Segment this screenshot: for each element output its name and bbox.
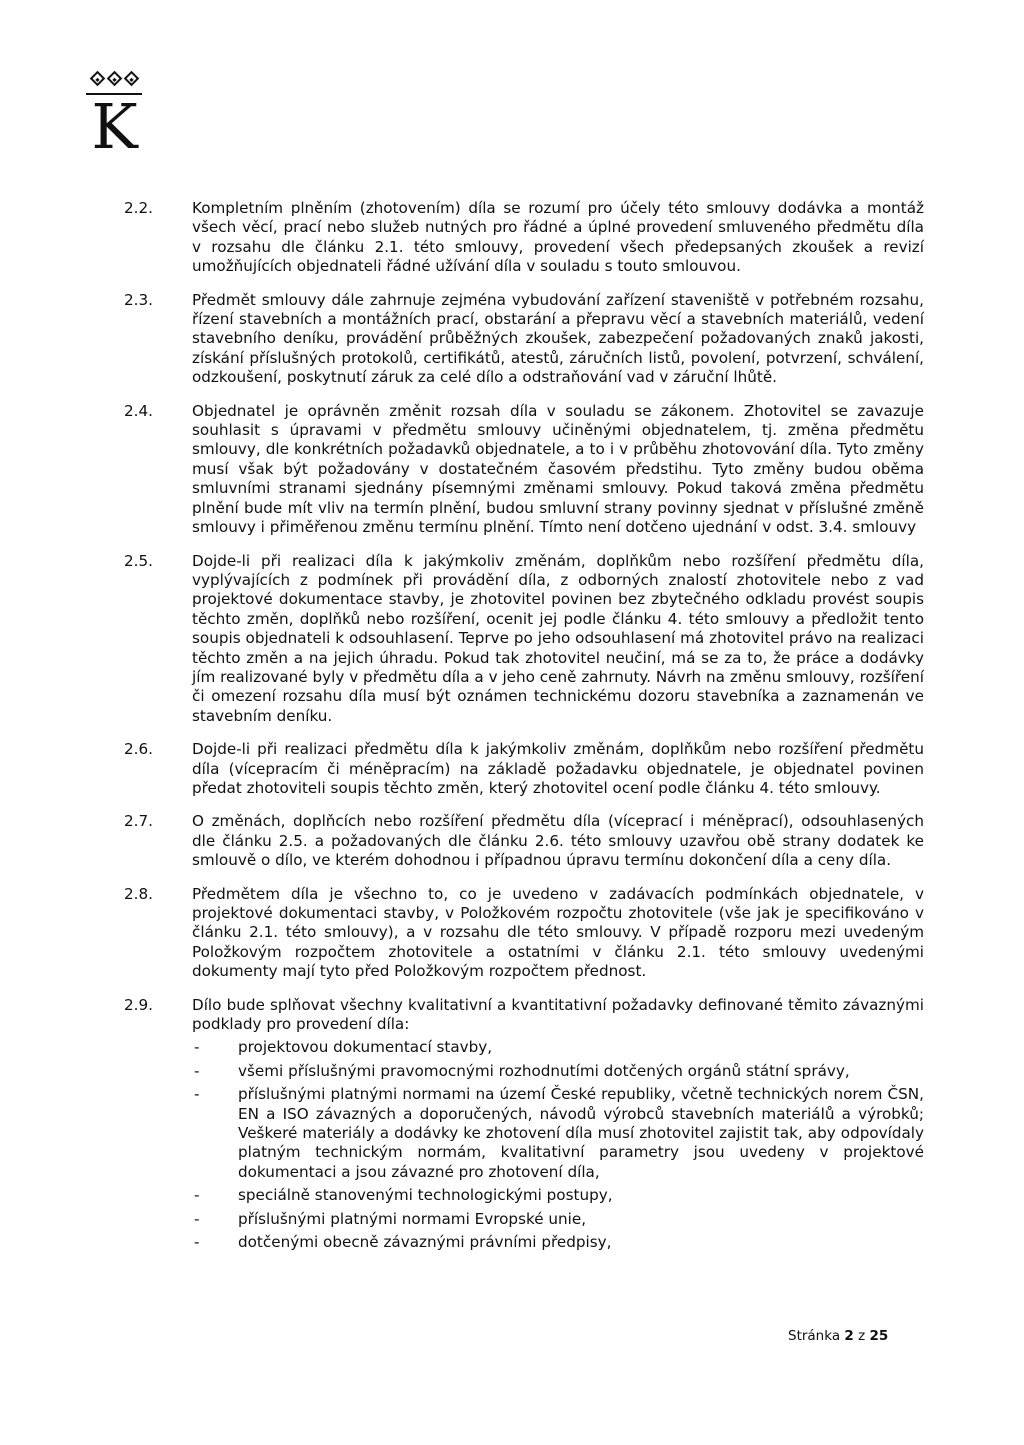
section-2-3	[124, 291, 924, 388]
list-item-text: příslušnými platnými normami na území České republiky, včetně technických norem ČSN, EN a ISO závazných a doporučených, návodů výrobců stavebních materiálů a výrobků; Veškeré materiály a dodávky ke zhotovení díla musí zhotovitel zajistit tak, aby odpovídaly platným technickým normám, kvalitativní parametry jsou uvedeny v projektové dokumentaci a jsou závazné pro zhotovení díla,	[238, 1085, 924, 1181]
diamond-icon	[89, 71, 105, 87]
page-separator: z	[858, 1328, 866, 1344]
section-text: Dojde-li při realizaci předmětu díla k jakýmkoliv změnám, doplňkům nebo rozšíření předmětu díla (vícepracím či méněpracím) na základě požadavku objednatele, je objednatel povinen předat zhotoviteli soupis těchto změn, který zhotovitel ocení podle článku 4. této smlouvy.	[192, 740, 924, 797]
section-text-container	[192, 996, 924, 1257]
section-2-4	[124, 402, 924, 538]
page-number: 2	[844, 1328, 854, 1344]
section-text: Předmět smlouvy dále zahrnuje zejména vybudování zařízení staveniště v potřebném rozsahu, řízení stavebních a montážních prací, obstarání a přepravu věcí a stavebních materiálů, vedení stavebního deníku, provádění průběžných zkoušek, zabezpečení požadovaných znaků jakosti, získání příslušných protokolů, certifikátů, atestů, záručních listů, povolení, potvrzení, schválení, odzkoušení, poskytnutí záruk za celé dílo a odstraňování vad v záruční lhůtě.	[192, 290, 924, 387]
list-item	[192, 1233, 924, 1252]
list-item	[192, 1210, 924, 1229]
page-total: 25	[869, 1328, 889, 1344]
list-dash: -	[194, 1186, 200, 1205]
section-number: 2.2.	[124, 199, 153, 217]
list-item-text: příslušnými platnými normami Evropské unie,	[238, 1209, 587, 1228]
list-item	[192, 1062, 924, 1081]
section-number: 2.5.	[124, 551, 153, 570]
section-2-8	[124, 885, 924, 982]
page-footer	[788, 1328, 888, 1344]
section-number: 2.6.	[124, 740, 153, 759]
section-number: 2.4.	[124, 401, 153, 420]
company-logo	[86, 70, 142, 180]
document-body	[124, 199, 924, 1271]
logo-diamonds	[86, 70, 142, 87]
section-text: Objednatel je oprávněn změnit rozsah díla v souladu se zákonem. Zhotovitel se zavazuje souhlasit s úpravami v předmětu smlouvy učiněnými objednatelem, tj. změna předmětu smlouvy, dle konkrétních požadavků objednatele, a to i v průběhu zhotovování díla. Tyto změny musí však být požadovány v dostatečném časovém předstihu. Tyto změny budou oběma smluvními stranami sjednány písemnými změnami smlouvy. Pokud taková změna předmětu plnění bude mít vliv na termín plnění, budou smluvní strany povinny sjednat v příslušné změně smlouvy i přiměřenou změnu termínu plnění. Tímto není dotčeno ujednání v odst. 3.4. smlouvy	[192, 401, 924, 537]
page-label: Stránka	[788, 1328, 841, 1344]
list-item-text: dotčenými obecně závaznými právními předpisy,	[238, 1233, 612, 1252]
section-2-9	[124, 996, 924, 1257]
list-dash: -	[194, 1209, 200, 1228]
section-text: Dílo bude splňovat všechny kvalitativní a kvantitativní požadavky definované těmito závaznými podklady pro provedení díla:	[192, 995, 924, 1034]
diamond-icon	[123, 71, 139, 87]
section-text: Kompletním plněním (zhotovením) díla se rozumí pro účely této smlouvy dodávka a montáž všech věcí, prací nebo služeb nutných pro řádné a úplné provedení smluveného předmětu díla v rozsahu dle článku 2.1. této smlouvy, provedení všech předepsaných zkoušek a revizí umožňujících objednateli řádné užívání díla v souladu s touto smlouvou.	[192, 199, 924, 276]
requirements-list	[192, 1038, 924, 1252]
section-number: 2.7.	[124, 812, 153, 831]
diamond-icon	[106, 71, 122, 87]
section-number: 2.3.	[124, 290, 153, 309]
logo-letter: K	[91, 90, 137, 163]
section-2-5	[124, 552, 924, 727]
section-number: 2.8.	[124, 884, 153, 903]
section-text: O změnách, doplňcích nebo rozšíření předmětu díla (víceprací i méněprací), odsouhlasených dle článku 2.5. a požadovaných dle článku 2.6. této smlouvy uzavřou obě strany dodatek ke smlouvě o dílo, ve kterém dohodnou i případnou úpravu termínu dokončení díla a ceny díla.	[192, 812, 924, 870]
section-text: Dojde-li při realizaci díla k jakýmkoliv změnám, doplňkům nebo rozšíření předmětu díla, vyplývajících z podmínek při provádění díla, z odborných znalostí zhotovitele nebo z vad projektové dokumentace stavby, je zhotovitel povinen bez zbytečného odkladu provést soupis těchto změn, doplňků nebo rozšíření, ocenit jej podle článku 4. této smlouvy a předložit tento soupis objednateli k odsouhlasení. Teprve po jeho odsouhlasení má zhotovitel právo na realizaci těchto změn a na jejich úhradu. Pokud tak zhotovitel neučiní, má se za to, že práce a dodávky jím realizované byly v předmětu díla a v jeho ceně zahrnuty. Návrh na změnu smlouvy, rozšíření či omezení rozsahu díla musí být oznámen technickému dozoru stavebníka a zaznamenán ve stavebním deníku.	[192, 551, 924, 725]
list-item-text: všemi příslušnými pravomocnými rozhodnutími dotčených orgánů státní správy,	[238, 1061, 850, 1080]
list-item-text: projektovou dokumentací stavby,	[238, 1038, 493, 1057]
list-dash: -	[194, 1085, 200, 1104]
list-item	[192, 1038, 924, 1057]
list-dash: -	[194, 1038, 200, 1057]
list-item	[192, 1085, 924, 1182]
list-dash: -	[194, 1061, 200, 1080]
section-number: 2.9.	[124, 995, 153, 1014]
list-item	[192, 1186, 924, 1205]
section-2-6	[124, 740, 924, 798]
section-2-7	[124, 812, 924, 870]
section-text: Předmětem díla je všechno to, co je uvedeno v zadávacích podmínkách objednatele, v projektové dokumentaci stavby, v Položkovém rozpočtu zhotovitele (vše jak je specifikováno v článku 2.1. této smlouvy), a v rozsahu dle této smlouvy. V případě rozporu mezi uvedeným Položkovým rozpočtem zhotovitele a ostatními v článku 2.1. této smlouvy uvedenými dokumenty mají tyto před Položkovým rozpočtem přednost.	[192, 884, 924, 981]
list-item-text: speciálně stanovenými technologickými postupy,	[238, 1186, 613, 1205]
section-2-2	[124, 199, 924, 277]
list-dash: -	[194, 1233, 200, 1252]
